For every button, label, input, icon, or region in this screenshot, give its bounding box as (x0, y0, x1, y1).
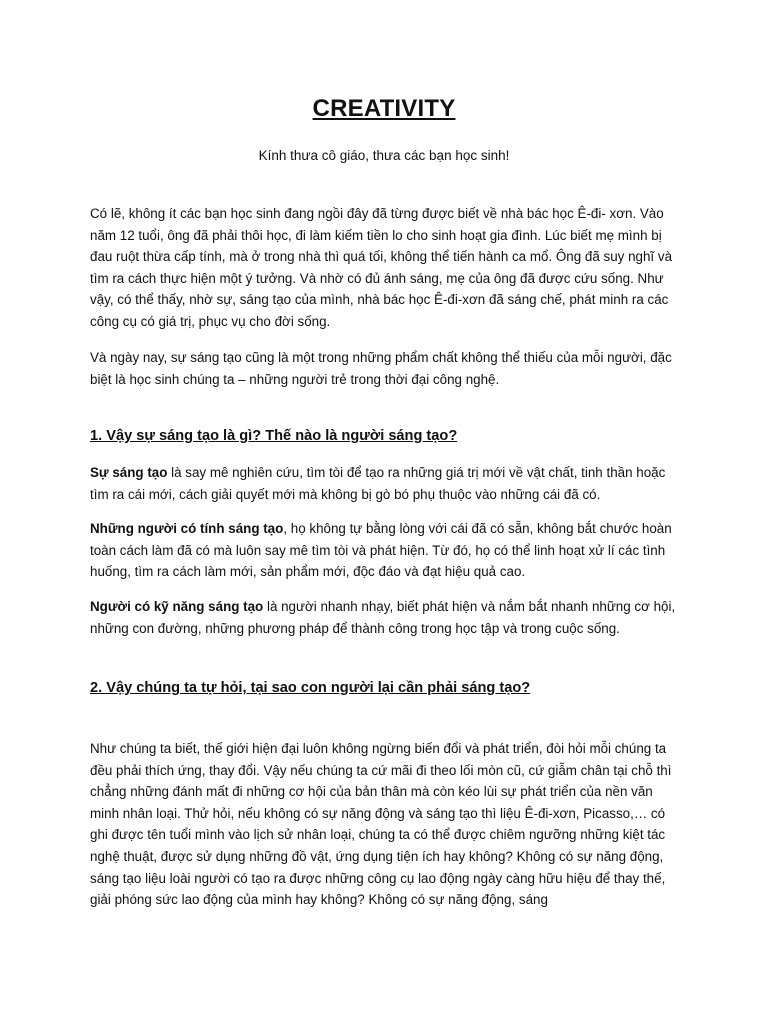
paragraph-creative-people (90, 518, 680, 583)
document-title: CREATIVITY (312, 95, 456, 122)
greeting-line: Kính thưa cô giáo, thưa các bạn học sinh! (258, 148, 510, 163)
term-creative-people: Những người có tính sáng tạo (90, 521, 284, 536)
section-heading-2: 2. Vậy chúng ta tự hỏi, tại sao con người lại cần phải sáng tạo? (90, 680, 531, 696)
paragraph-creativity-today: Và ngày nay, sự sáng tạo cũng là một trong những phẩm chất không thể thiếu của mỗi người, đặc biệt là học sinh chúng ta – những người trẻ trong thời đại công nghệ. (90, 350, 672, 387)
paragraph-why-creativity: Như chúng ta biết, thế giới hiện đại luôn không ngừng biến đổi và phát triển, đòi hỏi mỗi chúng ta đều phải thích ứng, thay đổi. Vậy nếu chúng ta cứ mãi đi theo lối mòn cũ, cứ giẫm chân tại chỗ thì chẳng những đánh mất đi những cơ hội của bản thân mà còn kéo lùi sự phát triển của nền văn minh nhân loại. Thử hỏi, nếu không có sự năng động và sáng tạo thì liệu Ê-đi-xơn, Picasso,… có ghi được tên tuổi mình vào lịch sử nhân loại, chúng ta có thể được chiêm ngưỡng những kiệt tác nghệ thuật, được sử dụng những đồ vật, ứng dụng tiện ích hay không? Không có sự năng động, sáng tạo liệu loài người có tạo ra được những công cụ lao động ngày càng hữu hiệu để thay thế, giải phóng sức lao động của mình hay không? Không có sự năng động, sáng (90, 741, 672, 908)
term-creativity: Sự sáng tạo (90, 465, 168, 480)
creative-skills-text: là người nhanh nhạy, biết phát hiện và nắm bắt nhanh những cơ hội, những con đường, những phương pháp để thành công trong học tập và trong cuộc sống. (90, 599, 676, 636)
paragraph-definition-creativity (90, 462, 680, 505)
creative-people-text: , họ không tự bằng lòng với cái đã có sẵn, không bắt chước hoàn toàn cách làm đã có mà luôn say mê tìm tòi và phát hiện. Từ đó, họ có thể linh hoạt xử lí các tình huống, tìm ra cách làm mới, sản phẩm mới, độc đáo và đạt hiệu quả cao. (90, 521, 672, 580)
paragraph-creative-skills (90, 596, 680, 639)
section-heading-1: 1. Vậy sự sáng tạo là gì? Thế nào là người sáng tạo? (90, 428, 458, 444)
paragraph-edison-story: Có lẽ, không ít các bạn học sinh đang ngồi đây đã từng được biết về nhà bác học Ê-đi- xơn. Vào năm 12 tuổi, ông đã phải thôi học, đi làm kiếm tiền lo cho sinh hoạt gia đình. Lúc biết mẹ mình bị đau ruột thừa cấp tính, mà ở trong nhà thì quá tối, không thể tiến hành ca mổ. Ông đã suy nghĩ và tìm ra cách thực hiện một ý tưởng. Và nhờ có đủ ánh sáng, mẹ của ông đã được cứu sống. Như vậy, có thể thấy, nhờ sự, sáng tạo của mình, nhà bác học Ê-đi-xơn đã sáng chế, phát minh ra các công cụ có giá trị, phục vụ cho đời sống. (90, 206, 673, 329)
definition-creativity-text: là say mê nghiên cứu, tìm tòi để tạo ra những giá trị mới về vật chất, tinh thần hoặc tìm ra cái mới, cách giải quyết mới mà không bị gò bó phụ thuộc vào những cái đã có. (90, 465, 666, 502)
term-creative-skills: Người có kỹ năng sáng tạo (90, 599, 264, 614)
